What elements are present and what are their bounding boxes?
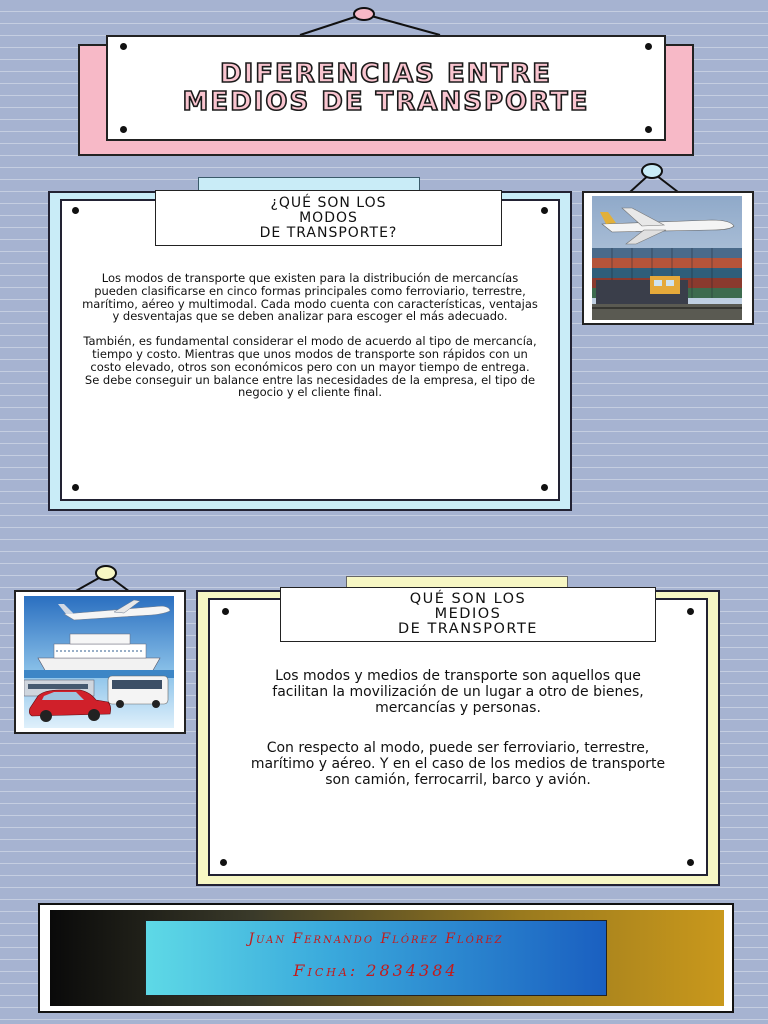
pin bbox=[120, 43, 127, 50]
pin bbox=[72, 484, 79, 491]
pin bbox=[541, 484, 548, 491]
card1-body bbox=[82, 272, 538, 411]
ficha-number: Ficha: 2834384 bbox=[293, 961, 459, 980]
pin bbox=[220, 859, 227, 866]
card2-paragraph: Con respecto al modo, puede ser ferroviario, terrestre, marítimo y aéreo. Y en el caso de los medios de transporte son camión, ferrocarril, barco y avión. bbox=[250, 740, 666, 788]
card2-body bbox=[248, 668, 668, 812]
author-name: Juan Fernando Flórez Flórez bbox=[248, 931, 504, 947]
title-hanger bbox=[0, 0, 768, 40]
card1-paragraph: Los modos de transporte que existen para la distribución de mercancías pueden clasificarse en cinco formas principales como ferroviario, terrestre, marítimo, aéreo y multimodal. Cada modo cuenta con características, ventajas y desventajas que se deben analizar para escoger el más adecuado. bbox=[82, 271, 538, 324]
card2-heading-box bbox=[280, 587, 656, 642]
card1-paragraph: También, es fundamental considerar el modo de acuerdo al tipo de mercancía, tiempo y costo. Mientras que unos modos de transporte son rápidos con un costo elevado, otros son económicos pero con un mayor tiempo de entrega. Se debe conseguir un balance entre las necesidades de la empresa, el tipo de negocio y el cliente final. bbox=[83, 334, 537, 400]
card1-heading-box bbox=[155, 190, 502, 246]
transport-collage-photo bbox=[24, 596, 174, 728]
card2-paragraph: Los modos y medios de transporte son aquellos que facilitan la movilización de un lugar a otro de bienes, mercancías y personas. bbox=[272, 668, 644, 716]
pin bbox=[120, 126, 127, 133]
pin bbox=[645, 43, 652, 50]
pin bbox=[687, 608, 694, 615]
footer-credits bbox=[145, 920, 607, 996]
title-banner bbox=[106, 35, 666, 141]
pin bbox=[645, 126, 652, 133]
page-title: DIFERENCIAS ENTRE MEDIOS DE TRANSPORTE bbox=[182, 59, 590, 117]
card2-heading: QUÉ SON LOS MEDIOS DE TRANSPORTE bbox=[398, 591, 538, 637]
pin bbox=[687, 859, 694, 866]
pin bbox=[222, 608, 229, 615]
pin bbox=[541, 207, 548, 214]
airplane-train-photo bbox=[592, 196, 742, 320]
pin bbox=[72, 207, 79, 214]
card1-heading: ¿QUÉ SON LOS MODOS DE TRANSPORTE? bbox=[259, 194, 398, 241]
